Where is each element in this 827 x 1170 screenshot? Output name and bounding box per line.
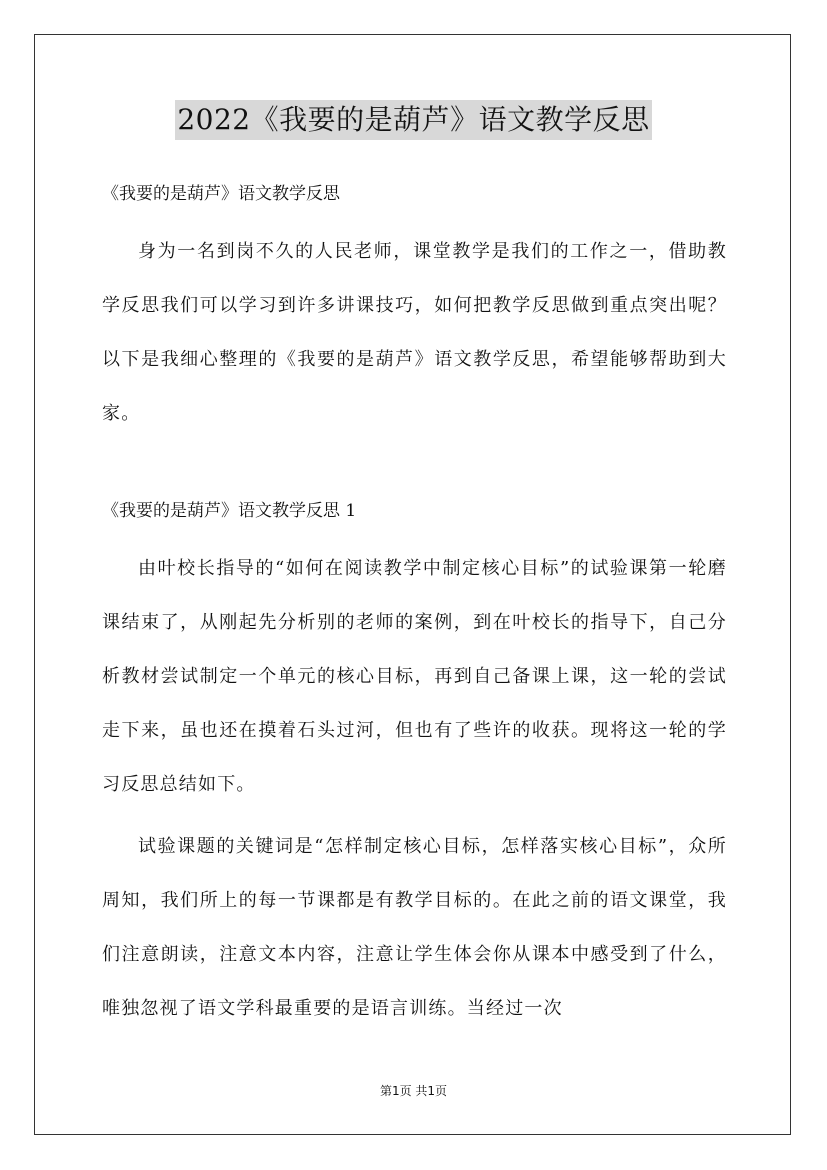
body-paragraph-1: 由叶校长指导的“如何在阅读教学中制定核心目标”的试验课第一轮磨课结束了，从刚起先分析别的老师的案例，到在叶校长的指导下，自己分析教材尝试制定一个单元的核心目标，再到自己备课上课，这一轮的尝试走下来，虽也还在摸着石头过河，但也有了些许的收获。现将这一轮的学习反思总结如下。 <box>102 558 727 795</box>
page-footer: 第1页 共1页 <box>379 1084 448 1098</box>
title-container <box>0 100 827 140</box>
section-spacer <box>102 449 727 493</box>
document-subtitle: 《我要的是葫芦》语文教学反思 <box>102 184 340 204</box>
document-body <box>102 176 727 1044</box>
body-paragraph-2: 试验课题的关键词是“怎样制定核心目标，怎样落实核心目标”，众所周知，我们所上的每一节课都是有教学目标的。在此之前的语文课堂，我们注意朗读，注意文本内容，注意让学生体会你从课本中感受到了什么，唯独忽视了语文学科最重要的是语言训练。当经过一次 <box>102 836 727 1019</box>
intro-paragraph: 身为一名到岗不久的人民老师，课堂教学是我们的工作之一，借助教学反思我们可以学习到许多讲课技巧，如何把教学反思做到重点突出呢？以下是我细心整理的《我要的是葫芦》语文教学反思，希望能够帮助到大家。 <box>102 241 727 424</box>
section-heading: 《我要的是葫芦》语文教学反思 1 <box>102 501 357 521</box>
document-title: 2022《我要的是葫芦》语文教学反思 <box>175 100 651 140</box>
